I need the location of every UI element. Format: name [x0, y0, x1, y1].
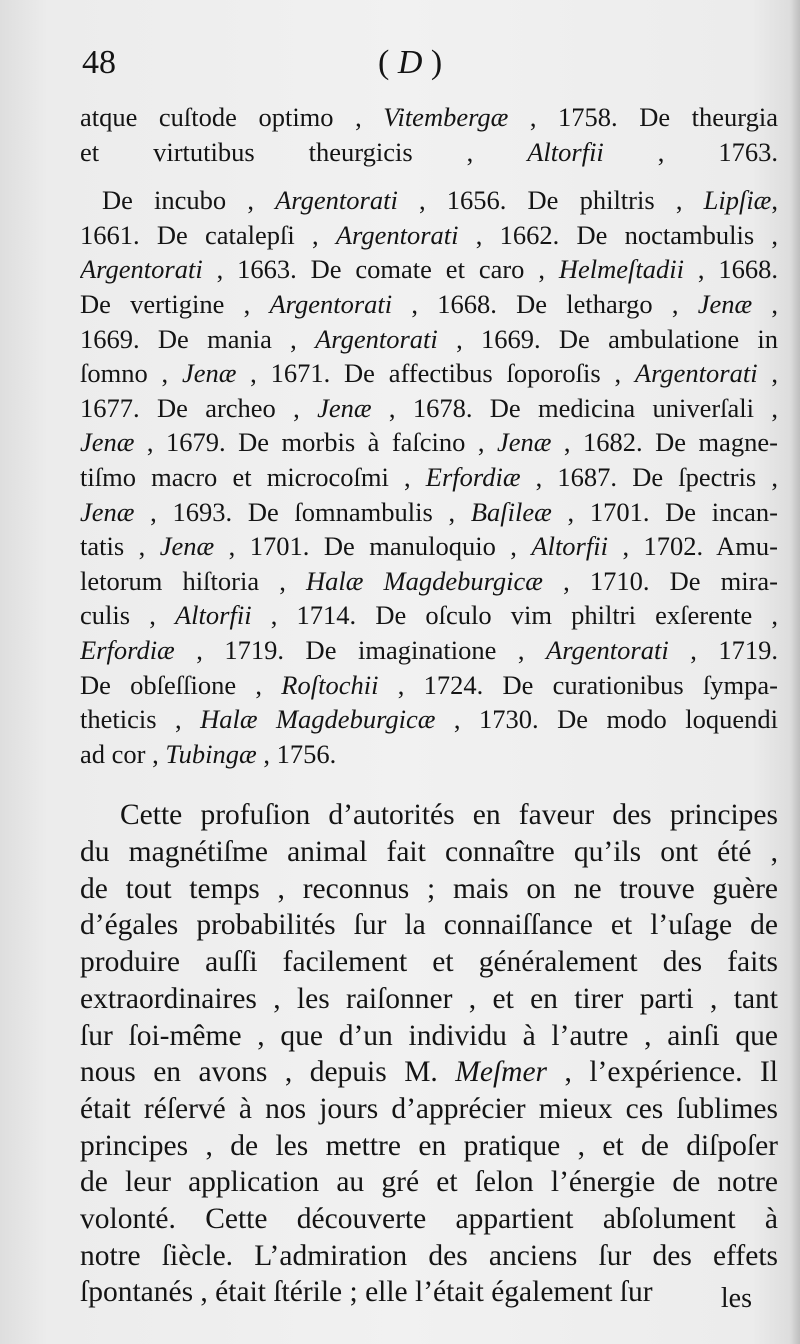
- italic-text: Halæ Magdeburgicæ: [305, 565, 543, 596]
- text-line: [80, 495, 778, 530]
- text-run: , 1758. De theurgia: [508, 102, 778, 132]
- text-line: [80, 322, 778, 357]
- text-line: [80, 183, 778, 218]
- italic-text: Argentorati: [315, 323, 438, 354]
- text-run: , 1714. De oſculo vim philtri exſerente ,: [251, 600, 778, 631]
- text-line: [80, 907, 778, 944]
- text-line: [80, 529, 778, 564]
- text-run: Cette profuſion d’autorités en faveur des principes: [120, 799, 778, 832]
- italic-text: Jenæ: [80, 427, 135, 458]
- text-run: , 1719. De imaginatione ,: [174, 634, 547, 665]
- text-run: , 1719.: [668, 634, 778, 665]
- text-line: [80, 218, 778, 253]
- text-run: , 1710. De mira-: [542, 565, 778, 596]
- italic-text: Tubingæ: [165, 738, 257, 769]
- text-line: [80, 633, 778, 668]
- text-run: , 1763.: [603, 136, 778, 167]
- text-run: d’égales probabilités ſur la connaiſſance et l’uſage de: [80, 909, 778, 942]
- italic-text: Jenæ: [159, 531, 215, 562]
- italic-text: Jenæ: [497, 427, 552, 458]
- text-run: ,: [771, 185, 778, 216]
- text-line: [80, 1238, 778, 1275]
- text-line: [80, 135, 778, 170]
- text-run: , 1701. De manuloquio ,: [214, 531, 532, 562]
- text-line: [80, 356, 778, 391]
- text-line: [80, 1018, 778, 1055]
- text-run: du magnétiſme animal fait connaître qu’ils ont été ,: [80, 835, 778, 868]
- text-line: [80, 1164, 778, 1201]
- italic-text: Lipſiæ: [703, 185, 772, 216]
- running-head-open: (: [378, 44, 398, 81]
- body-text: [80, 100, 778, 1311]
- text-line: [80, 834, 778, 871]
- text-run: , 1678. De medicina univerſali ,: [371, 392, 778, 423]
- italic-text: Jenæ: [80, 496, 135, 527]
- running-head-close: ): [422, 44, 443, 81]
- text-line: [80, 981, 778, 1018]
- text-run: De incubo ,: [102, 185, 276, 216]
- text-run: , 1663. De comate et caro ,: [202, 254, 559, 285]
- italic-text: Erfordiæ: [80, 634, 175, 665]
- text-line: [80, 100, 778, 135]
- text-line: [80, 460, 778, 495]
- text-run: principes , de les mettre en pratique , et de diſpoſer: [80, 1129, 778, 1162]
- italic-text: Argentorati: [269, 288, 393, 319]
- text-run: extraordinaires , les raiſonner , et en tirer parti , tant: [80, 982, 778, 1015]
- italic-text: Altorfii: [527, 136, 604, 167]
- text-line: [80, 702, 778, 737]
- italic-text: Roſtochii: [281, 669, 379, 700]
- text-run: theticis ,: [80, 704, 201, 735]
- text-run: , 1730. De modo loquendi: [435, 704, 778, 735]
- text-run: ſpontanés , était ſtérile ; elle l’était également ſur: [80, 1276, 653, 1309]
- text-run: letorum hiſtoria ,: [80, 565, 306, 596]
- text-run: ,: [757, 358, 778, 389]
- text-run: , 1701. De incan-: [551, 496, 778, 527]
- text-line: [80, 668, 778, 703]
- text-line: [80, 944, 778, 981]
- text-line: [80, 287, 778, 322]
- text-run: , 1702. Amu-: [607, 531, 778, 562]
- text-line: [80, 737, 778, 772]
- text-run: , 1724. De curationibus ſympa-: [378, 669, 778, 700]
- italic-text: Argentorati: [634, 358, 758, 389]
- text-run: de tout temps , reconnus ; mais on ne trouve guère: [80, 872, 778, 905]
- text-run: ſomno ,: [80, 358, 182, 389]
- text-line: [80, 598, 778, 633]
- text-run: , 1669. De ambulatione in: [437, 323, 778, 354]
- running-head-letter: D: [397, 44, 423, 81]
- text-run: ad cor ,: [80, 738, 166, 769]
- catchword: les: [720, 1283, 752, 1314]
- page-edge-shadow: [790, 0, 800, 1344]
- text-run: produire auſſi facilement et généralement des faits: [80, 946, 778, 979]
- text-run: , 1687. De ſpectris ,: [520, 461, 778, 492]
- text-line: [80, 1128, 778, 1165]
- text-run: atque cuſtode optimo ,: [80, 102, 384, 132]
- text-line: [80, 1091, 778, 1128]
- text-run: notre ſiècle. L’admiration des anciens ſur des effets: [80, 1239, 778, 1272]
- text-run: ſur ſoi-même , que d’un individu à l’autre , ainſi que: [80, 1019, 778, 1052]
- text-run: ,: [752, 288, 778, 319]
- text-run: était réſervé à nos jours d’apprécier mieux ces ſublimes: [80, 1092, 778, 1125]
- references-block: [80, 100, 778, 771]
- text-line: [80, 425, 778, 460]
- text-run: , l’expérience. Il: [547, 1056, 778, 1089]
- text-run: , 1668. De lethargo ,: [392, 288, 698, 319]
- text-run: de leur application au gré et ſelon l’énergie de notre: [80, 1166, 778, 1199]
- italic-text: Helmeſtadii: [558, 254, 684, 285]
- italic-text: Altorfii: [531, 531, 608, 562]
- text-line: [80, 391, 778, 426]
- italic-text: Baſileæ: [470, 496, 552, 527]
- text-run: De vertigine ,: [80, 288, 270, 319]
- text-run: 1677. De archeo ,: [80, 392, 318, 423]
- text-line: [80, 564, 778, 599]
- text-run: , 1693. De ſomnambulis ,: [134, 496, 471, 527]
- italic-text: Argentorati: [546, 634, 669, 665]
- italic-text: Erfordiæ: [425, 461, 521, 492]
- italic-text: Altorfii: [175, 600, 252, 631]
- italic-text: Halæ Magdeburgicæ: [200, 704, 436, 735]
- text-run: tiſmo macro et microcoſmi ,: [80, 461, 426, 492]
- page-header: [82, 44, 782, 94]
- text-run: , 1682. De magne-: [551, 427, 778, 458]
- text-run: volonté. Cette découverte appartient abſolument à: [80, 1203, 778, 1236]
- italic-text: Jenæ: [181, 358, 237, 389]
- page-number: 48: [82, 44, 116, 81]
- main-paragraph: [80, 797, 778, 1311]
- running-head: [378, 44, 442, 82]
- text-run: , 1671. De affectibus ſoporoſis ,: [236, 358, 635, 389]
- italic-text: Argentorati: [335, 219, 459, 250]
- text-run: tatis ,: [80, 531, 160, 562]
- text-run: , 1662. De noctambulis ,: [458, 219, 778, 250]
- text-line: [80, 252, 778, 287]
- italic-text: Jenæ: [697, 288, 753, 319]
- italic-text: Vitembergæ: [383, 102, 509, 132]
- text-run: culis ,: [80, 600, 175, 631]
- text-run: 1661. De catalepſi ,: [80, 219, 336, 250]
- text-line: [80, 1201, 778, 1238]
- text-run: , 1756.: [256, 738, 337, 769]
- text-run: 1669. De mania ,: [80, 323, 316, 354]
- text-line: [80, 1274, 778, 1311]
- text-run: De obſeſſione ,: [80, 669, 282, 700]
- text-line: [80, 1054, 778, 1091]
- text-run: , 1679. De morbis à faſcino ,: [134, 427, 497, 458]
- text-run: nous en avons , depuis M.: [80, 1056, 456, 1089]
- text-run: , 1656. De philtris ,: [397, 185, 704, 216]
- text-run: et virtutibus theurgicis ,: [80, 136, 528, 167]
- text-line: [80, 871, 778, 908]
- text-run: , 1668.: [683, 254, 778, 285]
- text-line: [80, 797, 778, 834]
- italic-text: Argentorati: [275, 185, 398, 216]
- italic-text: Argentorati: [80, 254, 203, 285]
- italic-text: Meſmer: [455, 1056, 548, 1089]
- italic-text: Jenæ: [317, 392, 372, 423]
